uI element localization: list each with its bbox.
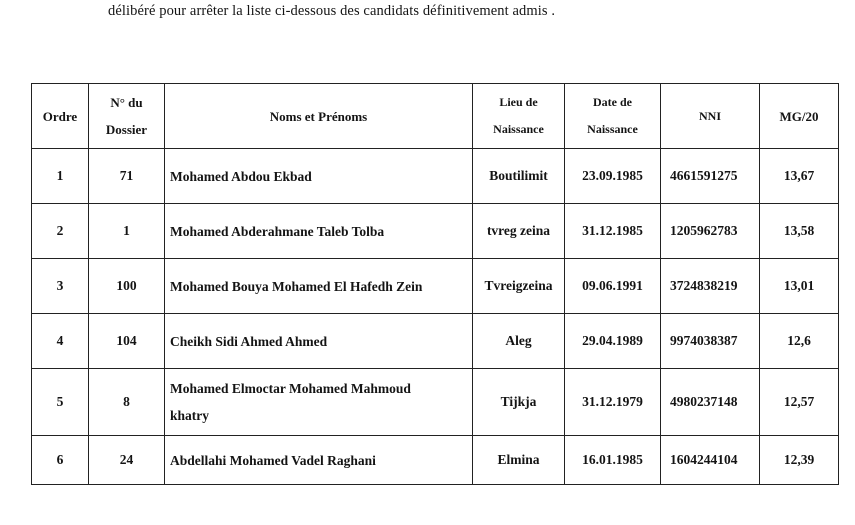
cell-ordre: 3 bbox=[32, 259, 89, 314]
table-row bbox=[32, 259, 839, 314]
cell-lieu: Aleg bbox=[473, 314, 565, 369]
cell-nom-line-2: khatry bbox=[170, 408, 210, 423]
cell-dossier: 104 bbox=[89, 314, 165, 369]
cell-nni: 4661591275 bbox=[661, 149, 760, 204]
cell-dossier: 71 bbox=[89, 149, 165, 204]
cell-dossier: 100 bbox=[89, 259, 165, 314]
cell-nom-line-1: Mohamed Elmoctar Mohamed Mahmoud bbox=[170, 381, 411, 396]
cell-lieu: Elmina bbox=[473, 436, 565, 485]
table-row bbox=[32, 369, 839, 436]
cell-date: 23.09.1985 bbox=[565, 149, 661, 204]
cell-lieu: Tvreigzeina bbox=[473, 259, 565, 314]
cell-nom bbox=[165, 369, 473, 436]
table-row bbox=[32, 204, 839, 259]
table-row bbox=[32, 314, 839, 369]
cell-mg: 12,39 bbox=[760, 436, 839, 485]
header-nni: NNI bbox=[661, 84, 760, 149]
cell-ordre: 4 bbox=[32, 314, 89, 369]
header-mg: MG/20 bbox=[760, 84, 839, 149]
intro-text: délibéré pour arrêter la liste ci-dessous des candidats définitivement admis . bbox=[108, 3, 556, 19]
cell-ordre: 5 bbox=[32, 369, 89, 436]
cell-lieu: Boutilimit bbox=[473, 149, 565, 204]
cell-nni: 1205962783 bbox=[661, 204, 760, 259]
header-noms: Noms et Prénoms bbox=[165, 84, 473, 149]
cell-dossier: 24 bbox=[89, 436, 165, 485]
cell-nni: 9974038387 bbox=[661, 314, 760, 369]
cell-date: 31.12.1985 bbox=[565, 204, 661, 259]
table-row bbox=[32, 149, 839, 204]
cell-mg: 12,57 bbox=[760, 369, 839, 436]
cell-lieu: tvreg zeina bbox=[473, 204, 565, 259]
cell-date: 31.12.1979 bbox=[565, 369, 661, 436]
cell-mg: 13,01 bbox=[760, 259, 839, 314]
cell-mg: 13,67 bbox=[760, 149, 839, 204]
cell-ordre: 1 bbox=[32, 149, 89, 204]
cell-nni: 4980237148 bbox=[661, 369, 760, 436]
cell-date: 09.06.1991 bbox=[565, 259, 661, 314]
cell-nom: Mohamed Abdou Ekbad bbox=[165, 149, 473, 204]
cell-nni: 1604244104 bbox=[661, 436, 760, 485]
cell-lieu: Tijkja bbox=[473, 369, 565, 436]
cell-nom: Mohamed Bouya Mohamed El Hafedh Zein bbox=[165, 259, 473, 314]
header-dossier: N° du Dossier bbox=[89, 84, 165, 149]
header-date: Date de Naissance bbox=[565, 84, 661, 149]
table-row bbox=[32, 436, 839, 485]
cell-mg: 12,6 bbox=[760, 314, 839, 369]
cell-nni: 3724838219 bbox=[661, 259, 760, 314]
cell-date: 29.04.1989 bbox=[565, 314, 661, 369]
cell-dossier: 8 bbox=[89, 369, 165, 436]
cell-ordre: 2 bbox=[32, 204, 89, 259]
cell-ordre: 6 bbox=[32, 436, 89, 485]
cell-mg: 13,58 bbox=[760, 204, 839, 259]
cell-nom: Cheikh Sidi Ahmed Ahmed bbox=[165, 314, 473, 369]
header-lieu: Lieu de Naissance bbox=[473, 84, 565, 149]
admitted-candidates-table bbox=[31, 83, 839, 485]
cell-dossier: 1 bbox=[89, 204, 165, 259]
cell-nom: Mohamed Abderahmane Taleb Tolba bbox=[165, 204, 473, 259]
cell-nom: Abdellahi Mohamed Vadel Raghani bbox=[165, 436, 473, 485]
header-row bbox=[32, 84, 839, 149]
header-ordre: Ordre bbox=[32, 84, 89, 149]
cell-date: 16.01.1985 bbox=[565, 436, 661, 485]
